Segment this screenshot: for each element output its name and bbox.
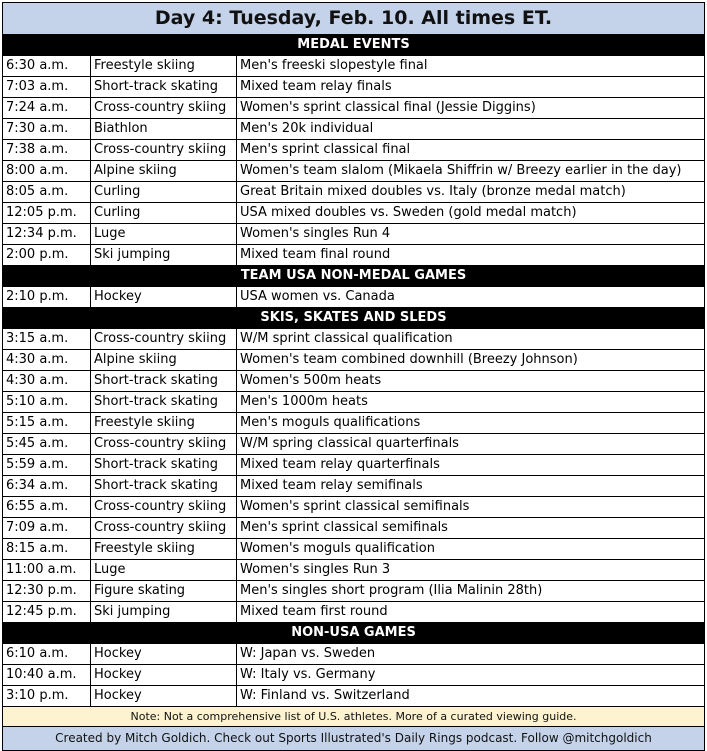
- sport-cell: Cross-country skiing: [91, 497, 237, 517]
- page-title: Day 4: Tuesday, Feb. 10. All times ET.: [3, 3, 704, 35]
- time-cell: 10:40 a.m.: [3, 665, 91, 685]
- sport-cell: Short-track skating: [91, 371, 237, 391]
- sport-cell: Luge: [91, 560, 237, 580]
- sport-cell: Alpine skiing: [91, 161, 237, 181]
- section-heading: TEAM USA NON-MEDAL GAMES: [3, 266, 704, 287]
- event-cell: Mixed team relay quarterfinals: [240, 457, 440, 472]
- table-row: [3, 371, 704, 392]
- event-cell: Mixed team relay semifinals: [240, 478, 423, 493]
- event-cell: Men's singles short program (Ilia Malinin 28th): [240, 583, 543, 598]
- time-cell: 5:10 a.m.: [3, 392, 91, 412]
- sport-cell: Curling: [91, 182, 237, 202]
- table-row: [3, 413, 704, 434]
- time-cell: 5:15 a.m.: [3, 413, 91, 433]
- time-cell: 7:38 a.m.: [3, 140, 91, 160]
- sport-cell: Hockey: [91, 665, 237, 685]
- table-row: [3, 497, 704, 518]
- section-heading: SKIS, SKATES AND SLEDS: [3, 308, 704, 329]
- sport-cell: Ski jumping: [91, 245, 237, 265]
- section-heading: NON-USA GAMES: [3, 623, 704, 644]
- table-row: [3, 140, 704, 161]
- sport-cell: Cross-country skiing: [91, 518, 237, 538]
- time-cell: 7:30 a.m.: [3, 119, 91, 139]
- sport-cell: Cross-country skiing: [91, 98, 237, 118]
- table-row: [3, 329, 704, 350]
- event-cell: W: Japan vs. Sweden: [240, 646, 376, 661]
- time-cell: 6:10 a.m.: [3, 644, 91, 664]
- time-cell: 7:24 a.m.: [3, 98, 91, 118]
- table-row: [3, 518, 704, 539]
- footer-credit: Created by Mitch Goldich. Check out Sports Illustrated's Daily Rings podcast. Follow @mitchgoldich: [3, 727, 704, 750]
- table-row: [3, 245, 704, 266]
- event-cell: Men's 1000m heats: [240, 394, 368, 409]
- sport-cell: Luge: [91, 224, 237, 244]
- sport-cell: Short-track skating: [91, 77, 237, 97]
- event-cell: Women's sprint classical final (Jessie Diggins): [240, 100, 536, 115]
- sport-cell: Curling: [91, 203, 237, 223]
- sport-cell: Ski jumping: [91, 602, 237, 622]
- table-row: [3, 182, 704, 203]
- table-row: [3, 581, 704, 602]
- time-cell: 2:10 p.m.: [3, 287, 91, 307]
- table-row: [3, 203, 704, 224]
- table-row: [3, 560, 704, 581]
- sport-cell: Freestyle skiing: [91, 56, 237, 76]
- time-cell: 8:05 a.m.: [3, 182, 91, 202]
- table-row: [3, 119, 704, 140]
- table-row: [3, 56, 704, 77]
- event-cell: Mixed team first round: [240, 604, 388, 619]
- table-row: [3, 644, 704, 665]
- section-heading: MEDAL EVENTS: [3, 35, 704, 56]
- event-cell: Men's sprint classical final: [240, 142, 411, 157]
- table-row: [3, 98, 704, 119]
- table-row: [3, 539, 704, 560]
- sport-cell: Short-track skating: [91, 476, 237, 496]
- sport-cell: Hockey: [91, 287, 237, 307]
- table-row: [3, 77, 704, 98]
- sport-cell: Short-track skating: [91, 455, 237, 475]
- sport-cell: Hockey: [91, 644, 237, 664]
- event-cell: W: Italy vs. Germany: [240, 667, 376, 682]
- time-cell: 8:15 a.m.: [3, 539, 91, 559]
- schedule-sections: [3, 35, 704, 707]
- event-cell: W/M sprint classical qualification: [240, 331, 453, 346]
- sport-cell: Freestyle skiing: [91, 413, 237, 433]
- table-row: [3, 392, 704, 413]
- sport-cell: Cross-country skiing: [91, 329, 237, 349]
- event-cell: Women's sprint classical semifinals: [240, 499, 470, 514]
- table-row: [3, 476, 704, 497]
- sport-cell: Biathlon: [91, 119, 237, 139]
- time-cell: 4:30 a.m.: [3, 371, 91, 391]
- time-cell: 12:05 p.m.: [3, 203, 91, 223]
- time-cell: 6:55 a.m.: [3, 497, 91, 517]
- time-cell: 6:34 a.m.: [3, 476, 91, 496]
- event-cell: W: Finland vs. Switzerland: [240, 688, 410, 703]
- time-cell: 12:30 p.m.: [3, 581, 91, 601]
- time-cell: 4:30 a.m.: [3, 350, 91, 370]
- table-row: [3, 686, 704, 707]
- note-text: Note: Not a comprehensive list of U.S. athletes. More of a curated viewing guide.: [3, 707, 704, 727]
- event-cell: Men's 20k individual: [240, 121, 374, 136]
- table-row: [3, 350, 704, 371]
- time-cell: 6:30 a.m.: [3, 56, 91, 76]
- event-cell: Women's singles Run 4: [240, 226, 391, 241]
- event-cell: Women's moguls qualification: [240, 541, 435, 556]
- event-cell: Women's singles Run 3: [240, 562, 391, 577]
- sport-cell: Cross-country skiing: [91, 140, 237, 160]
- time-cell: 11:00 a.m.: [3, 560, 91, 580]
- table-row: [3, 602, 704, 623]
- time-cell: 3:15 a.m.: [3, 329, 91, 349]
- time-cell: 2:00 p.m.: [3, 245, 91, 265]
- event-cell: W/M spring classical quarterfinals: [240, 436, 459, 451]
- time-cell: 12:45 p.m.: [3, 602, 91, 622]
- time-cell: 5:59 a.m.: [3, 455, 91, 475]
- sport-cell: Alpine skiing: [91, 350, 237, 370]
- time-cell: 8:00 a.m.: [3, 161, 91, 181]
- event-cell: Men's freeski slopestyle final: [240, 58, 428, 73]
- table-row: [3, 287, 704, 308]
- event-cell: Women's team slalom (Mikaela Shiffrin w/ Breezy earlier in the day): [240, 163, 682, 178]
- event-cell: Mixed team relay finals: [240, 79, 392, 94]
- event-cell: Men's sprint classical semifinals: [240, 520, 448, 535]
- event-cell: USA mixed doubles vs. Sweden (gold medal match): [240, 205, 577, 220]
- event-cell: Mixed team final round: [240, 247, 391, 262]
- table-row: [3, 161, 704, 182]
- schedule-sheet: [2, 2, 705, 751]
- table-row: [3, 455, 704, 476]
- time-cell: 7:09 a.m.: [3, 518, 91, 538]
- table-row: [3, 665, 704, 686]
- event-cell: Men's moguls qualifications: [240, 415, 421, 430]
- sport-cell: Cross-country skiing: [91, 434, 237, 454]
- event-cell: Women's 500m heats: [240, 373, 382, 388]
- time-cell: 5:45 a.m.: [3, 434, 91, 454]
- table-row: [3, 434, 704, 455]
- event-cell: Women's team combined downhill (Breezy Johnson): [240, 352, 578, 367]
- sport-cell: Figure skating: [91, 581, 237, 601]
- event-cell: Great Britain mixed doubles vs. Italy (bronze medal match): [240, 184, 626, 199]
- table-row: [3, 224, 704, 245]
- sport-cell: Freestyle skiing: [91, 539, 237, 559]
- time-cell: 7:03 a.m.: [3, 77, 91, 97]
- time-cell: 3:10 p.m.: [3, 686, 91, 706]
- time-cell: 12:34 p.m.: [3, 224, 91, 244]
- sport-cell: Short-track skating: [91, 392, 237, 412]
- event-cell: USA women vs. Canada: [240, 289, 395, 304]
- sport-cell: Hockey: [91, 686, 237, 706]
